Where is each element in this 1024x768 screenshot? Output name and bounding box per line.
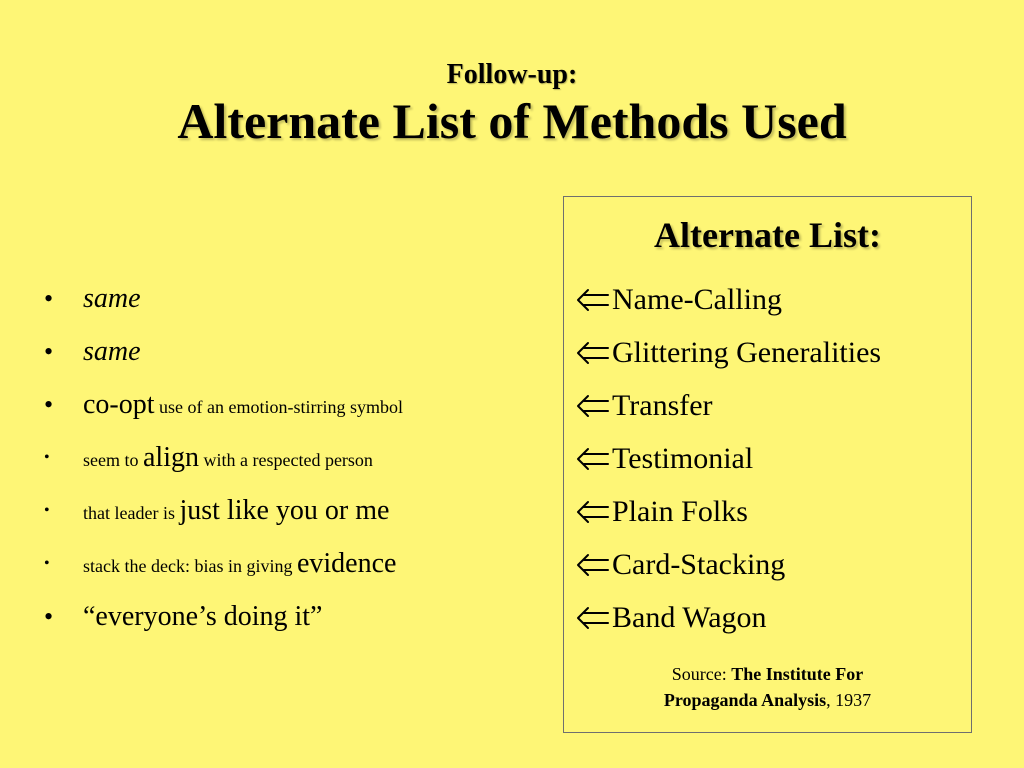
left-arrow-icon [574,394,610,418]
list-item [44,431,564,484]
left-arrow-icon [574,447,610,471]
bullet-icon: • [44,448,50,466]
source-name-line1: The Institute For [731,664,864,684]
methods-bullet-list [44,272,564,643]
alternate-list-item-label: Testimonial [612,441,754,475]
alternate-list-item-label: Card-Stacking [612,547,786,581]
bullet-icon: • [44,554,50,572]
alternate-list-item-label: Name-Calling [612,282,782,316]
list-item-text: same [83,335,141,367]
alternate-list-item-label: Transfer [612,388,713,422]
left-arrow-icon [574,606,610,630]
alternate-list-box [563,196,972,733]
bullet-icon: • [44,389,54,419]
alternate-list-item [574,273,881,326]
alternate-list-item-label: Plain Folks [612,494,748,528]
bullet-icon: • [44,601,54,631]
list-item [44,325,564,378]
alternate-list [574,273,881,644]
alternate-list-item [574,591,881,644]
alternate-list-heading: Alternate List: [654,215,881,255]
list-item [44,272,564,325]
list-item-keyword: co-opt [83,388,155,420]
bullet-icon: • [44,501,50,519]
list-item-keyword: align [143,441,199,473]
list-item-detail: use of an emotion-stirring symbol [154,396,403,417]
alternate-list-item [574,326,881,379]
alternate-list-item [574,485,881,538]
source-year: , 1937 [826,690,872,710]
list-item [44,484,564,537]
list-item-text [83,495,389,527]
list-item-text [83,389,403,421]
list-item-text: “everyone’s doing it” [83,600,323,632]
list-item-detail: stack the deck: bias in giving [83,555,297,576]
list-item-text: same [83,282,141,314]
list-item-text [83,442,373,474]
bullet-icon: • [44,283,54,313]
list-item-detail: with a respected person [199,449,373,470]
source-citation [564,661,971,713]
source-name-line2: Propaganda Analysis [663,690,827,710]
list-item [44,537,564,590]
left-arrow-icon [574,341,610,365]
list-item [44,590,564,643]
alternate-list-item-label: Band Wagon [612,600,767,634]
slide-subtitle: Follow-up: [446,59,578,90]
list-item-keyword: just like you or me [179,494,390,526]
list-item-detail: seem to [83,449,143,470]
list-item [44,378,564,431]
slide-title [0,58,1024,150]
alternate-list-item [574,379,881,432]
alternate-list-item [574,432,881,485]
source-prefix: Source: [671,664,732,684]
list-item-text [83,548,396,580]
alternate-list-item-label: Glittering Generalities [612,335,882,369]
list-item-detail: that leader is [83,502,180,523]
left-arrow-icon [574,553,610,577]
left-arrow-icon [574,500,610,524]
list-item-keyword: evidence [296,547,397,579]
left-arrow-icon [574,288,610,312]
slide-main-title: Alternate List of Methods Used [177,93,847,149]
bullet-icon: • [44,336,54,366]
alternate-list-item [574,538,881,591]
